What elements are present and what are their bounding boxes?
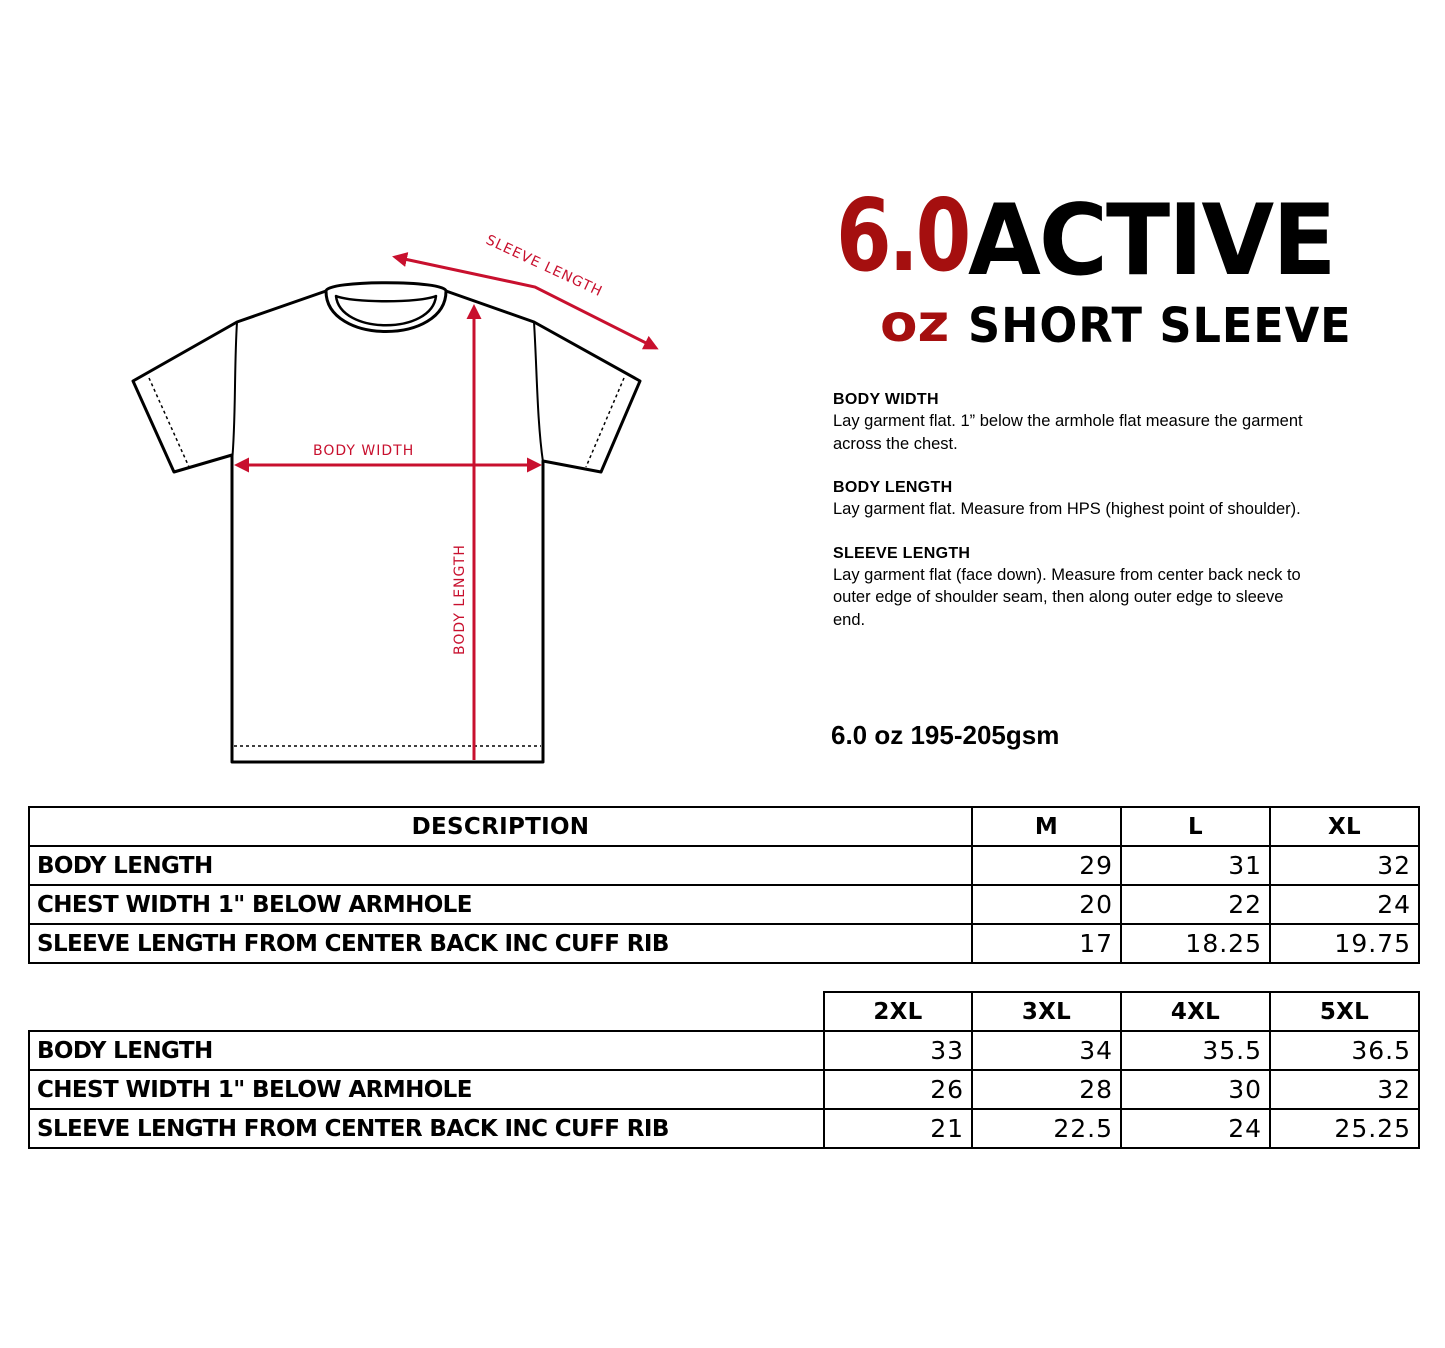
row-label: BODY LENGTH [29,846,972,885]
table-cell: 22.5 [972,1109,1121,1148]
column-header: DESCRIPTION [29,807,972,846]
table-cell: 32 [1270,846,1419,885]
note-heading: BODY WIDTH [833,391,939,408]
note-text: Lay garment flat (face down). Measure from center back neck to outer edge of shoulder seam, then along outer edge to sleeve end. [833,565,1301,629]
table-header-row [29,992,1419,1031]
title-weight-number: 6.0 [836,177,969,294]
table-row [29,1031,1419,1070]
column-header: 2XL [824,992,972,1031]
title-weight-unit: oz [880,294,950,354]
tshirt-measurement-diagram [0,0,720,790]
table-cell: 21 [824,1109,972,1148]
row-label: SLEEVE LENGTH FROM CENTER BACK INC CUFF RIB [29,924,972,963]
table-row [29,846,1419,885]
table-cell: 31 [1121,846,1270,885]
measurement-notes [833,390,1313,654]
note-sleeve-length [833,544,1313,632]
size-table-standard [28,806,1420,964]
table-cell: 29 [972,846,1121,885]
table-header-row [29,807,1419,846]
table-cell: 32 [1270,1070,1419,1109]
table-cell: 19.75 [1270,924,1419,963]
body-width-label: BODY WIDTH [313,443,415,459]
row-label: SLEEVE LENGTH FROM CENTER BACK INC CUFF RIB [29,1109,824,1148]
row-label: BODY LENGTH [29,1031,824,1070]
table-cell: 17 [972,924,1121,963]
column-header: 5XL [1270,992,1419,1031]
row-label: CHEST WIDTH 1" BELOW ARMHOLE [29,885,972,924]
table-cell: 25.25 [1270,1109,1419,1148]
table-cell: 36.5 [1270,1031,1419,1070]
column-header: M [972,807,1121,846]
table-row [29,885,1419,924]
table-row [29,1070,1419,1109]
table-cell: 24 [1121,1109,1270,1148]
column-header: L [1121,807,1270,846]
column-header: 4XL [1121,992,1270,1031]
table-cell: 33 [824,1031,972,1070]
fabric-weight: 6.0 oz 195-205gsm [831,720,1060,750]
title-main: ACTIVE [968,184,1335,298]
note-heading: SLEEVE LENGTH [833,544,971,562]
table-cell: 26 [824,1070,972,1109]
table-row [29,1109,1419,1148]
tshirt-outline [133,283,640,762]
note-body-width [833,390,1313,455]
table-cell: 24 [1270,885,1419,924]
note-heading: BODY LENGTH [833,479,953,496]
table-cell: 34 [972,1031,1121,1070]
sleeve-length-label: SLEEVE LENGTH [483,232,606,301]
table-cell: 35.5 [1121,1031,1270,1070]
row-label: CHEST WIDTH 1" BELOW ARMHOLE [29,1070,824,1109]
empty-header-cell [29,992,824,1031]
column-header: XL [1270,807,1419,846]
table-cell: 20 [972,885,1121,924]
table-cell: 18.25 [1121,924,1270,963]
table-row [29,924,1419,963]
table-cell: 22 [1121,885,1270,924]
table-cell: 30 [1121,1070,1270,1109]
size-table-extended [28,991,1420,1149]
note-body-length [833,478,1313,521]
stitch-lines [149,378,624,746]
column-header: 3XL [972,992,1121,1031]
note-text: Lay garment flat. Measure from HPS (highest point of shoulder). [833,500,1301,518]
title-sub: SHORT SLEEVE [968,298,1352,354]
note-text: Lay garment flat. 1” below the armhole flat measure the garment across the chest. [833,412,1303,453]
body-length-label: BODY LENGTH [452,544,468,655]
table-cell: 28 [972,1070,1121,1109]
